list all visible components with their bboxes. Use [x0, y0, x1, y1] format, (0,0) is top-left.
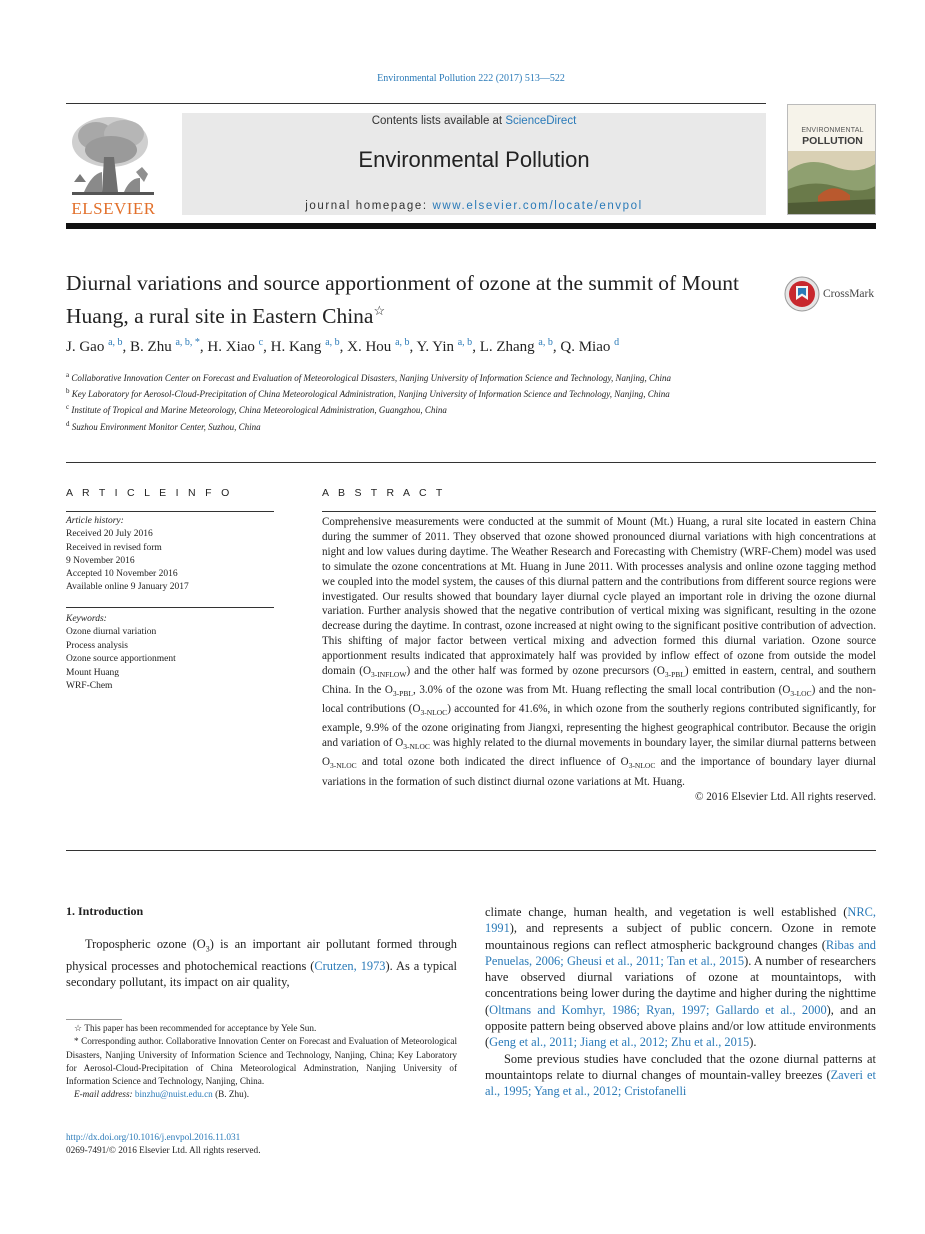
- abstract-fragment: ) emitted in eastern, central, and southern China. In the O: [322, 665, 876, 697]
- footnote-text: Corresponding author. Collaborative Innovation Center on Forecast and Evaluation of Meteorological Disasters, Nanjing University of Information Science and Technology, Nanjing, China; Key Laboratory for Aerosol-Cloud-Precipitation of China Meteorological Adminstration, Nanjing University of Information Science and Technology, Nanjing, China.: [66, 1036, 458, 1087]
- text-fragment: ).: [749, 1035, 757, 1050]
- article-history: [66, 515, 276, 595]
- footnote-mark: ☆: [74, 1023, 83, 1033]
- introduction-heading: 1. Introduction: [66, 904, 144, 918]
- affiliation-item: [66, 385, 756, 401]
- contents-prefix: Contents lists available at: [371, 115, 506, 127]
- text-fragment: ), and an opposite pattern being observed above plains and/or low attitude environments (: [485, 1002, 876, 1050]
- footnote-item: [66, 1022, 457, 1035]
- history-item: Available online 9 January 2017: [66, 582, 189, 593]
- citation-link[interactable]: Oltmans and Komhyr, 1986; Ryan, 1997; Gallardo et al., 2000: [489, 1002, 827, 1017]
- cover-title-line1: ENVIRONMENTAL: [801, 127, 864, 134]
- keywords-rule: [66, 607, 274, 608]
- author-affiliation-mark[interactable]: a, b: [538, 337, 553, 348]
- doi-link[interactable]: http://dx.doi.org/10.1016/j.envpol.2016.11.031: [66, 1133, 241, 1143]
- citation-link[interactable]: NRC, 1991: [485, 905, 876, 936]
- affiliation-mark: a: [66, 371, 70, 379]
- author-affiliation-mark[interactable]: c: [258, 337, 264, 348]
- citation-link[interactable]: Crutzen, 1973: [314, 958, 386, 973]
- abstract-text: [322, 515, 876, 804]
- author: B. Zhu: [130, 339, 172, 355]
- author: L. Zhang: [479, 339, 535, 355]
- email-label: E-mail address:: [74, 1089, 133, 1100]
- email-owner: (B. Zhu).: [215, 1089, 250, 1100]
- journal-name: Environmental Pollution: [358, 147, 590, 172]
- author-affiliation-mark[interactable]: a, b: [457, 337, 473, 348]
- text-fragment: Tropospheric ozone (O: [85, 937, 206, 951]
- footnote-mark: *: [74, 1036, 79, 1047]
- history-item: Accepted 10 November 2016: [66, 569, 178, 580]
- abstract-fragment: Comprehensive measurements were conducted at the summit of Mount (Mt.) Huang, a rural site located in eastern China during the summer of 2011. They observed that ozone showed pronounced diurnal variations with high concentrations at night and low values during daytime. The Weather Research and Forecasting with Chemistry (WRF-Chem) model was used to simulate the ozone concentrations at Mt. Huang in June 2011. With processes analysis and online ozone tagging method we coupled into the model system, the causes of this diurnal pattern and the contributions from different source regions were investigated. Our results showed that boundary layer diurnal cycle played an important role in driving the ozone diurnal variation. Further analysis showed that the negative contribution of vertical mixing was significant, resulting in the ozone decrease during the daytime. In contrast, ozone increased at night owing to the significant positive contribution of advection. This shifting of major factor between vertical mixing and advection formed this diurnal variation. Ozone source apportionment results indicated that approximately half was provided by inflow effect of ozone from outside the model domain (O: [322, 516, 876, 678]
- journal-homepage-line: [182, 200, 766, 212]
- author-affiliation-mark[interactable]: a, b: [325, 337, 340, 348]
- journal-masthead: [182, 113, 766, 215]
- elsevier-logo: [66, 112, 161, 217]
- paragraph: [485, 904, 876, 1051]
- homepage-prefix: journal homepage:: [305, 200, 433, 212]
- header-bottom-rule: [66, 462, 876, 463]
- subscript: 3: [205, 944, 210, 954]
- author-list: J. Gao $^{a, b}$, B. Zhu $^{a, b, *}$, H. Xiao $^c$, H. Kang $^{a, b}$, X. Hou $^{a, b}$, Y. Yin $^{a, b}$, L. Zhang $^{a, b}$, Q. Miao $^d$: [66, 337, 620, 355]
- abstract-copyright: © 2016 Elsevier Ltd. All rights reserved.: [695, 790, 876, 803]
- author-affiliation-mark[interactable]: d: [614, 337, 620, 348]
- contents-available-line: [182, 115, 766, 127]
- affiliation-text: Key Laboratory for Aerosol-Cloud-Precipitation of China Meteorological Administration, Nanjing University of Information Science and Technology, Nanjing, China: [71, 389, 670, 400]
- citation-link[interactable]: Ribas and Penuelas, 2006; Gheusi et al., 2011; Tan et al., 2015: [485, 937, 877, 968]
- footnote-text: This paper has been recommended for acceptance by Yele Sun.: [84, 1023, 317, 1033]
- journal-cover-image[interactable]: [787, 104, 876, 215]
- article-history-label: Article history:: [66, 516, 124, 526]
- keywords-label: Keywords:: [66, 614, 107, 624]
- author: H. Xiao: [207, 339, 255, 355]
- history-item: 9 November 2016: [66, 555, 135, 566]
- affiliation-mark: d: [66, 419, 70, 428]
- keywords-block: [66, 613, 276, 693]
- affiliation-item: [66, 418, 756, 434]
- author: J. Gao: [66, 339, 105, 355]
- history-item: Received 20 July 2016: [66, 529, 153, 540]
- issn-line: 0269-7491/© 2016 Elsevier Ltd. All rights reserved.: [66, 1146, 261, 1157]
- paragraph: [485, 1051, 876, 1100]
- elsevier-wordmark: ELSEVIER: [71, 199, 156, 218]
- footnote-item: [66, 1088, 457, 1101]
- introduction-right-column: [485, 904, 876, 1100]
- keyword-item: WRF-Chem: [66, 681, 113, 692]
- text-fragment: ), and represents a subject of public concern. Ozone in remote mountainous regions can reflect atmospheric background changes (: [485, 921, 876, 952]
- abstract-fragment: and the importance of boundary layer diurnal variations in the formation of such distinct diurnal ozone variations at Mt. Huang.: [322, 756, 877, 788]
- affiliation-mark: c: [66, 403, 70, 412]
- article-info-heading: A R T I C L E I N F O: [66, 487, 233, 499]
- masthead-thick-rule: [66, 223, 876, 229]
- journal-homepage-link[interactable]: www.elsevier.com/locate/envpol: [432, 200, 643, 212]
- author: Y. Yin: [416, 339, 454, 355]
- abstract-bottom-rule: [66, 850, 876, 851]
- author: X. Hou: [347, 339, 392, 355]
- citation-link[interactable]: Geng et al., 2011; Jiang et al., 2012; Zhu et al., 2015: [489, 1035, 750, 1050]
- keyword-item: Ozone diurnal variation: [66, 627, 157, 638]
- abstract-fragment: , 3.0% of the ozone was from Mt. Huang reflecting the small local contribution (O: [412, 684, 791, 697]
- author-affiliation-mark[interactable]: a, b: [395, 337, 410, 348]
- affiliation-text: Suzhou Environment Monitor Center, Suzhou, China: [71, 421, 261, 432]
- affiliation-list: [66, 369, 756, 434]
- abstract-subscript: 3-NLOC: [420, 708, 448, 718]
- abstract-fragment: was highly related to the diurnal movements in boundary layer, the similar diurnal patterns between O: [322, 737, 876, 769]
- affiliation-mark: b: [66, 387, 70, 396]
- cover-landscape-icon: [788, 151, 876, 215]
- affiliation-text: Collaborative Innovation Center on Forecast and Evaluation of Meteorological Disasters, Nanjing University of Information Science and Technology, Nanjing, China: [71, 373, 672, 383]
- email-link[interactable]: binzhu@nuist.edu.cn: [134, 1089, 213, 1100]
- article-info-rule: [66, 511, 274, 512]
- crossmark-badge[interactable]: [784, 276, 876, 312]
- text-fragment: ) is an important air pollutant formed through physical processes and photochemical reactions (: [66, 937, 457, 973]
- abstract-fragment: ) and the other half was formed by ozone precursors (O: [406, 665, 665, 678]
- affiliation-item: [66, 401, 756, 417]
- article-title: [66, 270, 776, 330]
- author-affiliation-mark[interactable]: a, b: [108, 337, 123, 348]
- article-title-text: Diurnal variations and source apportionment of ozone at the summit of Mount Huang, a rural site in Eastern China: [66, 271, 739, 329]
- keyword-item: Mount Huang: [66, 667, 120, 678]
- title-footnote-mark[interactable]: ☆: [373, 303, 386, 318]
- keyword-item: Ozone source apportionment: [66, 654, 176, 665]
- cover-title-line2: POLLUTION: [802, 135, 863, 147]
- text-fragment: Some previous studies have concluded that the ozone diurnal patterns at mountaintops relate to diurnal changes of mountain-valley breezes (: [485, 1051, 876, 1082]
- top-rule: [66, 103, 766, 104]
- text-fragment: climate change, human health, and vegetation is well established (: [485, 905, 848, 919]
- journal-reference-link[interactable]: Environmental Pollution 222 (2017) 513—522: [377, 73, 565, 84]
- abstract-fragment: ) accounted for 41.6%, in which ozone from the southerly regions contributed significantly, for example, 9.9% of the ozone originating from Jiangxi, representing the highest geographical contributor. Because the origin and variation of O: [322, 703, 877, 750]
- author-affiliation-mark[interactable]: a, b, *: [175, 337, 200, 348]
- paragraph: [66, 936, 457, 990]
- abstract-subscript: 3-NLOC: [628, 761, 656, 771]
- footnotes: [66, 1022, 457, 1102]
- text-fragment: ). A number of researchers have observed diurnal variations of ozone at mountaintops, with concentrations being lower during the daytime and higher during the nighttime (: [485, 953, 876, 1017]
- sciencedirect-link[interactable]: ScienceDirect: [505, 115, 577, 127]
- crossmark-icon: [784, 276, 820, 312]
- text-fragment: ). As a typical secondary pollutant, its impact on air quality,: [66, 958, 457, 990]
- footnote-rule: [66, 1019, 122, 1020]
- affiliation-text: Institute of Tropical and Marine Meteorology, China Meteorological Administration, Guangzhou, China: [71, 405, 447, 416]
- citation-link[interactable]: Zaveri et al., 1995; Yang et al., 2012; Cristofanelli: [485, 1067, 876, 1099]
- introduction-left-column: [66, 936, 457, 990]
- history-item: Received in revised form: [66, 542, 162, 553]
- abstract-subscript: 3-PBL: [664, 670, 685, 680]
- affiliation-item: [66, 369, 756, 385]
- keyword-item: Process analysis: [66, 640, 129, 651]
- footnote-item: [66, 1035, 457, 1088]
- abstract-fragment: and total ozone both indicated the direct influence of O: [356, 756, 629, 769]
- abstract-rule: [322, 511, 876, 512]
- crossmark-label: CrossMark: [823, 288, 875, 300]
- abstract-heading: A B S T R A C T: [322, 487, 446, 499]
- author: H. Kang: [270, 339, 322, 355]
- abstract-subscript: 3-NLOC: [330, 761, 357, 771]
- abstract-subscript: 3-PBL: [392, 689, 413, 699]
- doi-block: [66, 1132, 261, 1159]
- abstract-subscript: 3-NLOC: [403, 742, 430, 752]
- author: Q. Miao: [560, 339, 611, 355]
- abstract-subscript: 3-LOC: [790, 689, 812, 699]
- abstract-fragment: ) and the non-local contributions (O: [322, 684, 877, 716]
- abstract-subscript: 3-INFLOW: [371, 670, 407, 680]
